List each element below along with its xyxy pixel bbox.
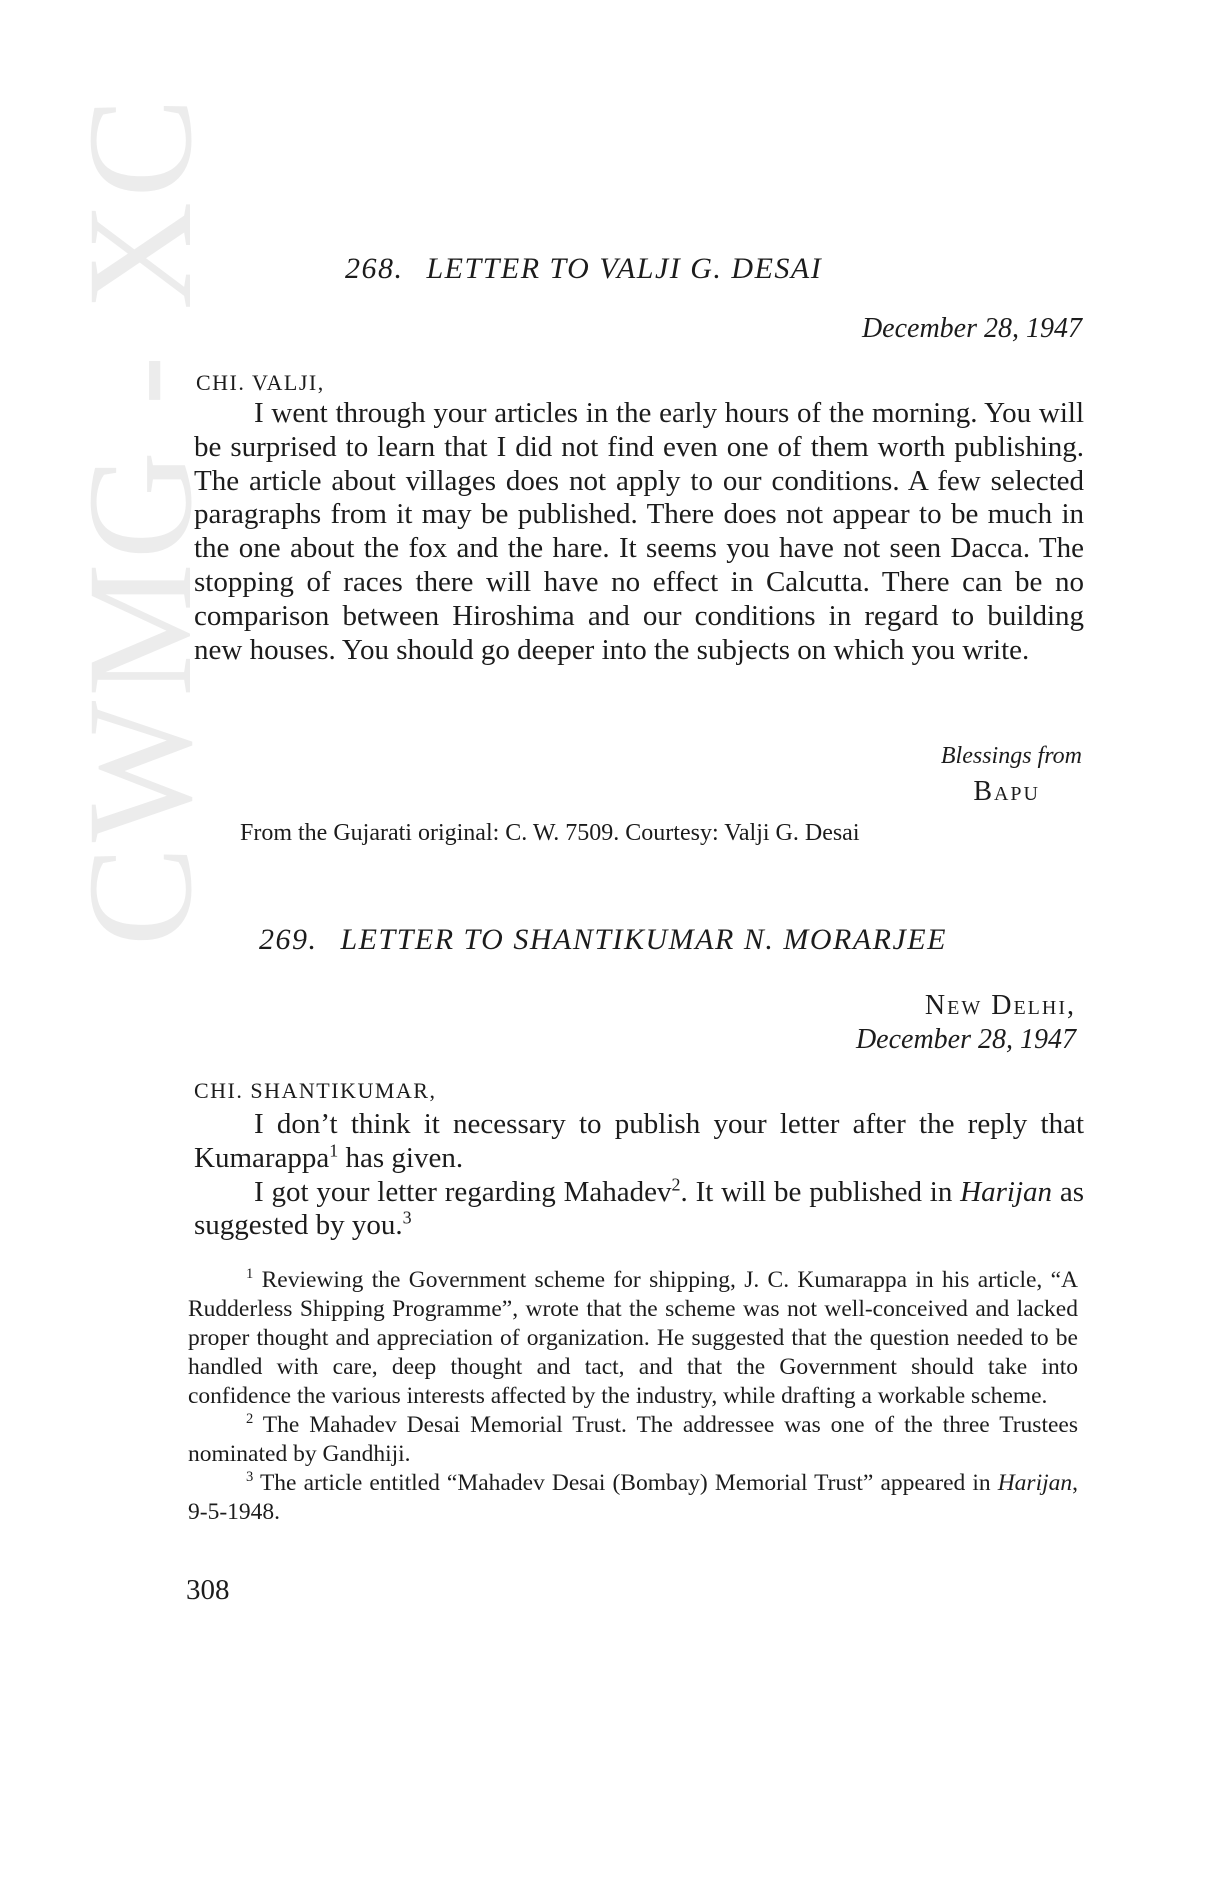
letter-269-date: December 28, 1947 bbox=[855, 1024, 1076, 1055]
footnote-ref-3: 3 bbox=[402, 1207, 412, 1228]
letter-269-place: New Delhi, bbox=[924, 990, 1076, 1021]
footnote-3: $^3$ The article entitled “Mahadev Desai (Bombay) Memorial Trust” appeared in Harijan, 9-5-1948. bbox=[188, 1469, 1079, 1525]
letter-268-title bbox=[345, 252, 822, 286]
letter-268-number: 268. bbox=[345, 252, 404, 285]
letter-268-salutation: CHI. VALJI, bbox=[196, 370, 325, 395]
footnotes bbox=[188, 1266, 1078, 1527]
letter-268-heading: LETTER TO VALJI G. DESAI bbox=[426, 252, 823, 285]
letter-268-body bbox=[194, 397, 1084, 667]
footnote-1: $^1$ Reviewing the Government scheme for shipping, J. C. Kumarappa in his article, “A Rudderless Shipping Programme”, wrote that the scheme was not well-conceived and lacked proper thought and appreciation of organization. He suggested that the question needed to be handled with care, deep thought and tact, and that the Government should take into confidence the various interests affected by the industry, while drafting a workable scheme. bbox=[188, 1266, 1079, 1409]
letter-268-blessing: Blessings from bbox=[940, 743, 1082, 769]
watermark-text: CWMG - XC bbox=[57, 93, 223, 947]
footnote-ref-2: 2 bbox=[671, 1173, 681, 1194]
letter-269-number: 269. bbox=[259, 923, 318, 956]
letter-269-paragraph-1: I don’t think it necessary to publish your letter after the reply that Kumarappa$^1$ has given. bbox=[194, 1108, 1084, 1174]
letter-269-paragraph-2: I got your letter regarding Mahadev$^2$. It will be published in Harijan as suggested by you.$^3$ bbox=[194, 1173, 1084, 1242]
letter-268-paragraph: I went through your articles in the early hours of the morning. You will be surprised to learn that I did not find even one of them worth publishing. The article about villages does not apply to our conditions. A few selected paragraphs from it may be published. There does not appear to be much in the one about the fox and the hare. It seems you have not seen Dacca. The stopping of races there will have no effect in Calcutta. There can be no comparison between Hiroshima and our conditions in regard to building new houses. You should go deeper into the subjects on which you write. bbox=[194, 397, 1084, 666]
letter-269-salutation: CHI. SHANTIKUMAR, bbox=[194, 1078, 437, 1103]
letter-268-source: From the Gujarati original: C. W. 7509. Courtesy: Valji G. Desai bbox=[240, 820, 860, 846]
footnote-2: $^2$ The Mahadev Desai Memorial Trust. The addressee was one of the three Trustees nominated by Gandhiji. bbox=[188, 1411, 1078, 1467]
footnote-ref-1: 1 bbox=[329, 1140, 339, 1161]
letter-268-signature: Bapu bbox=[973, 776, 1040, 807]
letter-268-date: December 28, 1947 bbox=[861, 313, 1082, 344]
letter-269-heading: LETTER TO SHANTIKUMAR N. MORARJEE bbox=[340, 923, 947, 956]
letter-269-body bbox=[194, 1108, 1084, 1243]
page-number: 308 bbox=[186, 1574, 230, 1606]
letter-269-title bbox=[259, 923, 947, 957]
